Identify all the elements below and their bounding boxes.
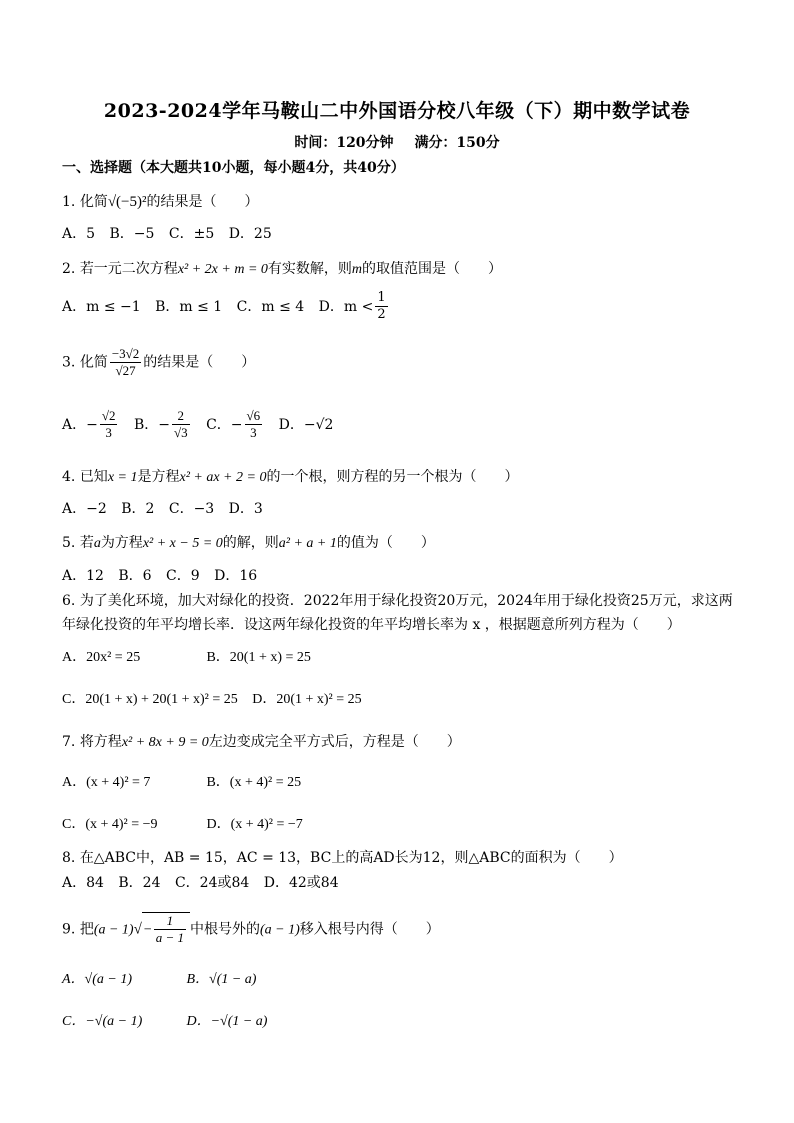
question-7 <box>62 731 461 754</box>
options-3 <box>62 408 343 441</box>
question-text: 的取值范围是（ ） <box>362 261 503 277</box>
section-heading: 一、选择题（本大题共10小题，每小题4分，共40分） <box>62 160 405 176</box>
question-8 <box>62 847 623 869</box>
fraction <box>154 913 186 946</box>
option-b[interactable]: B．m ≤ 1 <box>155 298 223 315</box>
question-text: 中根号外的 <box>190 921 261 938</box>
option-d[interactable]: D．25 <box>228 226 272 242</box>
radicand <box>142 912 190 946</box>
question-text: 移入根号内得（ ） <box>299 921 440 938</box>
option-d[interactable] <box>318 290 390 322</box>
question-text: 的结果是（ ） <box>146 194 259 210</box>
question-5 <box>62 532 435 555</box>
equation: x² + 2x + m = 0 <box>177 262 268 277</box>
question-number: 5. <box>62 535 76 551</box>
fraction-numerator: 1 <box>377 290 386 305</box>
fraction <box>245 408 263 441</box>
question-text: 把 <box>79 921 94 938</box>
option-c[interactable]: C．±5 <box>168 226 215 242</box>
option-a[interactable]: A．−2 <box>62 501 107 517</box>
fraction-numerator: √6 <box>246 408 261 423</box>
question-text: 的结果是（ ） <box>143 354 256 371</box>
fraction <box>172 408 190 441</box>
options-8 <box>62 872 349 894</box>
question-text: 有实数解，则 <box>267 261 352 277</box>
option-d[interactable]: D．16 <box>214 568 258 584</box>
fraction-denominator: √27 <box>115 363 136 378</box>
expression: (a − 1) <box>260 922 300 938</box>
option-b[interactable]: B．2 <box>121 501 155 517</box>
expression: (a − 1) <box>93 922 134 938</box>
question-text: 在△ABC中，AB = 15，AC = 13，BC上的高AD长为12，则△ABC的面积为（ ） <box>79 850 623 866</box>
option-d-label: D．m < <box>318 298 374 315</box>
question-9 <box>62 912 440 946</box>
fraction-numerator: 2 <box>172 408 190 425</box>
options-9-row1 <box>62 968 266 991</box>
options-6-row1 <box>62 646 321 669</box>
fraction-denominator: a − 1 <box>155 930 185 945</box>
question-text: 左边变成完全平方式后，方程是（ ） <box>208 734 461 750</box>
option-d[interactable]: D．−√(1 − a) <box>186 1014 268 1029</box>
option-a[interactable]: A．12 <box>62 568 104 584</box>
option-d[interactable]: D．42或84 <box>263 875 339 891</box>
question-6 <box>62 589 734 637</box>
option-c[interactable] <box>206 408 264 440</box>
question-text: 已知 <box>79 469 108 485</box>
options-7-row1 <box>62 771 311 794</box>
question-text: 是方程 <box>137 469 180 485</box>
option-label: C．− <box>206 416 243 433</box>
expression: a² + a + 1 <box>278 536 337 551</box>
fraction-denominator: 2 <box>377 307 386 322</box>
question-1 <box>62 191 259 213</box>
option-a[interactable]: A．5 <box>62 226 96 242</box>
question-text: 的值为（ ） <box>336 535 435 551</box>
question-text: 的一个根，则方程的另一个根为（ ） <box>266 469 519 485</box>
question-text: 将方程 <box>79 734 122 750</box>
question-2 <box>62 258 502 281</box>
question-text: 若一元二次方程 <box>79 261 178 277</box>
option-a[interactable]: A．(x + 4)² = 7 <box>62 775 151 790</box>
fraction-numerator: −3√2 <box>111 346 140 361</box>
question-number: 3. <box>62 354 76 371</box>
fraction-denominator: 3 <box>250 425 257 440</box>
option-d[interactable]: D．20(1 + x)² = 25 <box>252 692 362 707</box>
option-b[interactable]: B．(x + 4)² = 25 <box>206 775 302 790</box>
radical-sign: √ <box>133 921 142 938</box>
options-7-row2 <box>62 813 313 836</box>
question-text: 的解，则 <box>222 535 279 551</box>
question-4 <box>62 466 518 489</box>
option-c[interactable]: C．9 <box>166 568 200 584</box>
option-c[interactable]: C．(x + 4)² = −9 <box>62 817 158 832</box>
option-d[interactable]: D．(x + 4)² = −7 <box>206 817 303 832</box>
score-label: 满分：150分 <box>414 135 500 151</box>
time-label: 时间：120分钟 <box>294 135 394 151</box>
variable: a <box>93 536 101 551</box>
option-c[interactable]: C．−√(a − 1) <box>62 1014 143 1029</box>
minus-sign: − <box>143 922 152 938</box>
option-c[interactable]: C．24或84 <box>174 875 250 891</box>
option-b[interactable]: B．24 <box>118 875 161 891</box>
option-a[interactable] <box>62 408 119 440</box>
options-9-row2 <box>62 1010 277 1033</box>
equation: x² + 8x + 9 = 0 <box>121 735 209 750</box>
options-2 <box>62 290 400 323</box>
option-label: B．− <box>133 416 170 433</box>
question-number: 2. <box>62 261 76 277</box>
option-b[interactable]: B．√(1 − a) <box>186 972 257 987</box>
option-c[interactable]: C．−3 <box>168 501 215 517</box>
question-number: 6. <box>62 593 76 609</box>
options-1 <box>62 223 282 245</box>
option-d[interactable]: D．−√2 <box>278 416 334 433</box>
radical-expression: √(−5)² <box>107 194 147 210</box>
option-a[interactable]: A．84 <box>62 875 104 891</box>
question-number: 4. <box>62 469 76 485</box>
exam-subtitle <box>0 132 794 152</box>
option-b[interactable]: B．20(1 + x) = 25 <box>206 650 311 665</box>
question-text: 为方程 <box>100 535 143 551</box>
option-c[interactable]: C．m ≤ 4 <box>236 298 305 315</box>
question-number: 7. <box>62 734 76 750</box>
exam-title: 2023-2024学年马鞍山二中外国语分校八年级（下）期中数学试卷 <box>103 100 691 122</box>
option-c[interactable]: C．20(1 + x) + 20(1 + x)² = 25 <box>62 692 238 707</box>
question-text: 为了美化环境，加大对绿化的投资．2022年用于绿化投资20万元，2024年用于绿化投资25万元，求这两年绿化投资的年平均增长率．设这两年绿化投资的年平均增长率为 x ，根据题意所列方程为（ ） <box>62 593 733 633</box>
question-number: 9. <box>62 921 76 938</box>
fraction-numerator: 1 <box>154 913 186 930</box>
option-b[interactable] <box>133 408 192 440</box>
question-text: 若 <box>79 535 94 551</box>
fraction <box>100 408 118 441</box>
option-d[interactable]: D．3 <box>228 501 263 517</box>
fraction-denominator: √3 <box>173 425 188 440</box>
option-a[interactable]: A．20x² = 25 <box>62 650 141 665</box>
question-text: 化简 <box>79 194 108 210</box>
question-number: 8. <box>62 850 76 866</box>
option-b[interactable]: B．6 <box>118 568 152 584</box>
option-b[interactable]: B．−5 <box>109 226 155 242</box>
question-number: 1. <box>62 194 76 210</box>
fraction-numerator: √2 <box>101 408 116 423</box>
option-a[interactable]: A．√(a − 1) <box>62 972 133 987</box>
question-text: 化简 <box>79 354 108 371</box>
options-5 <box>62 565 267 587</box>
question-3 <box>62 346 255 379</box>
fraction <box>110 346 141 379</box>
equation: x² + ax + 2 = 0 <box>179 470 267 485</box>
options-6-row2 <box>62 688 372 711</box>
fraction <box>375 290 387 323</box>
equation: x = 1 <box>107 470 138 485</box>
equation: x² + x − 5 = 0 <box>142 536 223 551</box>
variable: m <box>351 262 363 277</box>
options-4 <box>62 498 273 520</box>
fraction-denominator: 3 <box>105 425 112 440</box>
option-a[interactable]: A．m ≤ −1 <box>62 298 141 315</box>
option-label: A．− <box>62 416 98 433</box>
